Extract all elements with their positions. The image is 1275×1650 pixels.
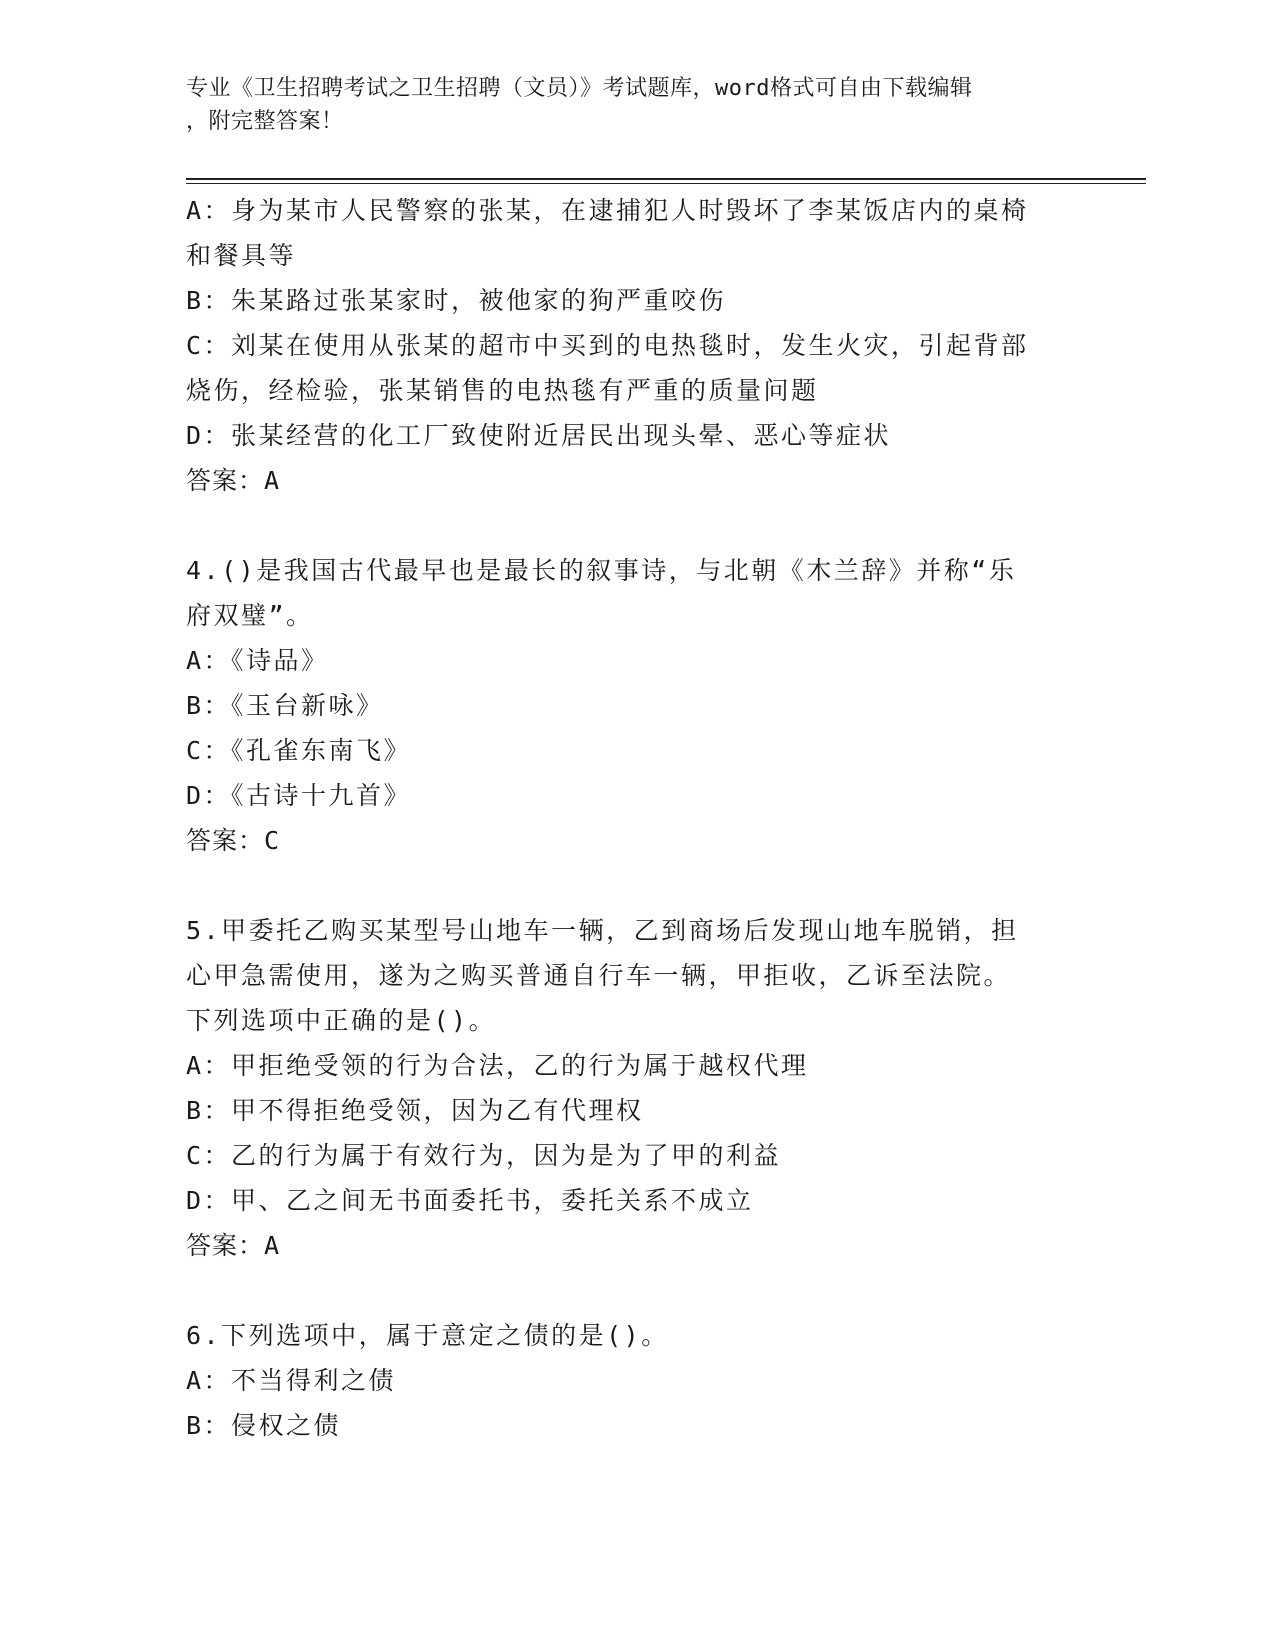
- question-6: [186, 1313, 1086, 1448]
- header-line-2: ，附完整答案！: [186, 109, 344, 134]
- spacer: [186, 863, 1086, 908]
- question-text-line-3: 下列选项中正确的是()。: [186, 1006, 497, 1035]
- question-text-line-1: 4.()是我国古代最早也是最长的叙事诗，与北朝《木兰辞》并称“乐: [186, 556, 1017, 585]
- option-b: B：《玉台新咏》: [186, 691, 384, 720]
- header-line-1: 专业《卫生招聘考试之卫生招聘（文员）》考试题库，word格式可自由下载编辑: [186, 76, 973, 101]
- header-rule-thick: [186, 178, 1146, 180]
- option-c: C：《孔雀东南飞》: [186, 736, 412, 765]
- answer: 答案：A: [186, 1231, 281, 1260]
- question-4: [186, 548, 1086, 863]
- answer: 答案：C: [186, 826, 281, 855]
- option-a: A：不当得利之债: [186, 1366, 397, 1395]
- document-header: [186, 72, 1066, 138]
- question-text-line-1: 6.下列选项中，属于意定之债的是()。: [186, 1321, 669, 1350]
- spacer: [186, 503, 1086, 548]
- option-a: A：甲拒绝受领的行为合法，乙的行为属于越权代理: [186, 1051, 809, 1080]
- option-d: D：《古诗十九首》: [186, 781, 412, 810]
- option-b: B：甲不得拒绝受领，因为乙有代理权: [186, 1096, 644, 1125]
- question-list: [186, 188, 1086, 1448]
- answer: 答案：A: [186, 466, 281, 495]
- option-a: A：《诗品》: [186, 646, 329, 675]
- question-text-line-2: 府双璧”。: [186, 601, 314, 630]
- option-b: B：朱某路过张某家时，被他家的狗严重咬伤: [186, 286, 727, 315]
- question-5: [186, 908, 1086, 1268]
- spacer: [186, 1268, 1086, 1313]
- option-a-line-1: A：身为某市人民警察的张某，在逮捕犯人时毁坏了李某饭店内的桌椅: [186, 196, 1029, 225]
- question-text-line-1: 5.甲委托乙购买某型号山地车一辆，乙到商场后发现山地车脱销，担: [186, 916, 1019, 945]
- option-a-line-2: 和餐具等: [186, 241, 297, 270]
- option-d: D：甲、乙之间无书面委托书，委托关系不成立: [186, 1186, 754, 1215]
- option-d: D：张某经营的化工厂致使附近居民出现头晕、恶心等症状: [186, 421, 892, 450]
- question-3: [186, 188, 1086, 503]
- option-c-line-1: C：刘某在使用从张某的超市中买到的电热毯时，发生火灾，引起背部: [186, 331, 1029, 360]
- question-text-line-2: 心甲急需使用，遂为之购买普通自行车一辆，甲拒收，乙诉至法院。: [186, 961, 1012, 990]
- header-rule-thin: [186, 183, 1146, 184]
- option-b: B：侵权之债: [186, 1411, 342, 1440]
- option-c-line-2: 烧伤，经检验，张某销售的电热毯有严重的质量问题: [186, 376, 819, 405]
- option-c: C：乙的行为属于有效行为，因为是为了甲的利益: [186, 1141, 782, 1170]
